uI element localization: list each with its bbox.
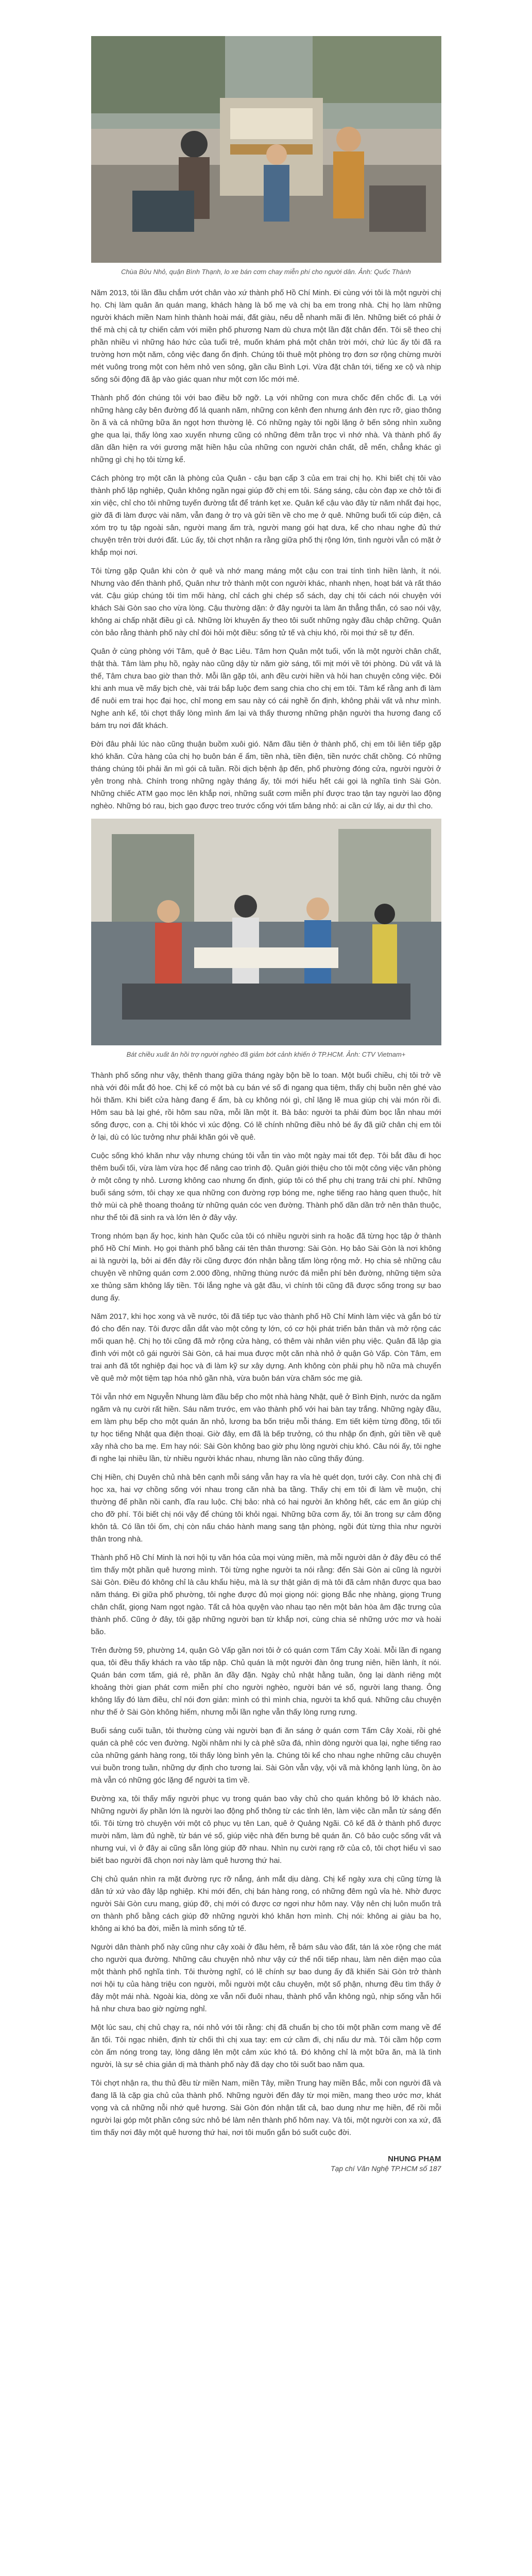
article-paragraph: Trên đường 59, phường 14, quận Gò Vấp gần nơi tôi ở có quán cơm Tấm Cây Xoài. Mỗi lần đi ngang qua, tôi đều thấy khách ra vào tấp nập. Chủ quán là một người đàn ông trung niên, hiền lành, ít nói. Quán bán cơm tấm, giá rẻ, phần ăn đầy đặn. Ngày chủ nhật hằng tuần, ông lại dành riêng một khoảng thời gian phát cơm miễn phí cho người nghèo, người bán vé số, người lang thang. Ông không lấy đó làm điều, chỉ nói đơn giản: mình có thì mình chia, người ta khổ quá. Những câu chuyện như thế ở Sài Gòn không hiếm, nhưng mỗi lần nghe vẫn thấy lòng rưng rưng.: [91, 1646, 441, 1717]
article-paragraph: Năm 2017, khi học xong và về nước, tôi đã tiếp tục vào thành phố Hồ Chí Minh làm việc và gắn bó từ đó cho đến nay. Tôi được dẫn dắt vào một công ty lớn, có cơ hội phát triển bản thân và mở rộng các mối quan hệ. Chị họ tôi cũng đã mở rộng cửa hàng, có thêm vài nhân viên phụ việc. Quân đã lập gia đình với một cô gái người Sài Gòn, cả hai mua được một căn nhà nhỏ ở quận Gò Vấp. Còn Tâm, em trai anh đã tốt nghiệp đại học và đi làm kỹ sư xây dựng. Anh không còn phải phụ hồ nữa mà chuyển về quê mở một tiệm tạp hóa nhỏ gần nhà, vừa buôn bán vừa chăm sóc mẹ già.: [91, 1312, 441, 1383]
article-content: [91, 0, 441, 2173]
article-source: Tạp chí Văn Nghệ TP.HCM số 187: [330, 2164, 441, 2173]
article-paragraph: Người dân thành phố này cũng như cây xoài ở đầu hẻm, rễ bám sâu vào đất, tán lá xòe rộng che mát cho người qua đường. Những câu chuyện nhỏ như vậy cứ thế nối tiếp nhau, làm nên diện mạo của một thành phố nghĩa tình. Tôi thường nghĩ, có lẽ chính sự bao dung ấy đã khiến Sài Gòn trở thành nơi hội tụ của hàng triệu con người, mỗi người một câu chuyện, một số phận, nhưng đều tìm thấy ở đây một mái nhà. Ngoài kia, dòng xe vẫn nối đuôi nhau, thành phố vẫn không ngủ, nhịp sống vẫn hối hả như chưa bao giờ ngừng nghỉ.: [91, 1943, 441, 2013]
figure-2: [91, 819, 441, 1058]
photo-free-meal-distribution: [91, 819, 441, 1045]
article-paragraph: Đường xa, tôi thấy mấy người phục vụ trong quán bao vây chủ cho quán không bỏ lỡ khách nào. Những người ấy phần lớn là người lao động phổ thông từ các tỉnh lên, làm việc cần mẫn từ sáng đến tối. Tôi từng trò chuyện với một cô phục vụ tên Lan, quê ở Quảng Ngãi. Cô kể đã ở thành phố được mười năm, làm đủ nghề, từ bán vé số, giúp việc nhà đến bưng bê quán ăn. Cô bảo cuộc sống vất vả nhưng vui, vì ở đây ai cũng sẵn lòng giúp đỡ nhau. Nhìn nụ cười rạng rỡ của cô, tôi chợt hiểu vì sao biết bao người đã chọn nơi này làm quê hương thứ hai.: [91, 1794, 441, 1865]
photo-street-food-stall: [91, 36, 441, 263]
article-paragraph: Cuộc sống khó khăn như vậy nhưng chúng tôi vẫn tin vào một ngày mai tốt đẹp. Tôi bắt đầu đi học thêm buổi tối, vừa làm vừa học để nâng cao trình độ. Quân giới thiệu cho tôi một công việc văn phòng ở một công ty nhỏ. Lương không cao nhưng ổn định, giúp tôi có thể phụ chị trang trải chi phí. Những buổi sáng sớm, tôi chạy xe qua những con đường rợp bóng me, nghe tiếng rao hàng quen thuộc, hít thở mùi cà phê thoang thoảng từ những quán cóc ven đường. Thành phố dần dần trở nên thân thuộc, như thể tôi đã sinh ra và lớn lên ở đây vậy.: [91, 1151, 441, 1222]
figure-1: [91, 36, 441, 276]
author-name: NHUNG PHẠM: [388, 2155, 441, 2163]
figure-caption: Bát chiều xuất ăn hồi trợ người nghèo đã giảm bớt cảnh khiến ở TP.HCM. Ảnh: CTV Vietnam+: [126, 1050, 406, 1058]
article-paragraph: Tôi chợt nhận ra, thu thủ đều từ miền Nam, miền Tây, miền Trung hay miền Bắc, mỗi con người đã và đang lã là cặp gia chủ của thành phố. Những người đến đây từ mọi miền, mang theo ước mơ, khát vọng và cả những nỗi nhớ quê hương. Sài Gòn đón nhận tất cả, bao dung như mẹ hiền, để rồi mỗi người lại góp một phần công sức nhỏ bé làm nên thành phố hôm nay. Và tôi, một người con xa xứ, đã tìm thấy nơi đây một quê hương thứ hai, nơi tôi muốn gắn bó suốt cuộc đời.: [91, 2079, 441, 2137]
article-paragraph: Năm 2013, tôi lần đầu chắm ướt chân vào xứ thành phố Hồ Chí Minh. Đi cùng với tôi là một người chị họ. Chị làm quân ăn quán mang, khách hàng là bố mẹ và chị ba em trong nhà. Chị họ làm những người khách miền Nam hình thành hoài mái, đất giàu, nếu dễ nhanh mãi đi lên. Những biết có phải ở thế mà chị cả tự chiến cảm với miền phố phương Nam dù chưa một lần đặt chân đến. Tôi sẽ theo chị phần nhiều vì những háo hức của tuổi trẻ, muốn khám phá một chân trời mới, chứ lúc ấy tôi đã ra trường hơn một năm, công việc đang ổn định. Chúng tôi thuê một phòng trọ đơn sơ rộng chừng mười mét vuông trong một con hẻm nhỏ ven sông, gần cầu Bình Lợi. Vừa đặt chân tới, tiếng xe cộ và nhịp sống sôi động đã ập vào giác quan như một cơn lốc mới mẻ.: [91, 289, 441, 384]
article-paragraph: Tôi vẫn nhớ em Nguyễn Nhung làm đầu bếp cho một nhà hàng Nhật, quê ở Bình Định, nước da ngăm ngăm và nụ cười rất hiền. Sáu năm trước, em vào thành phố với hai bàn tay trắng. Những ngày đầu, em làm phụ bếp cho một quán ăn nhỏ, lương ba bốn triệu mỗi tháng. Em tiết kiệm từng đồng, tối tối tự học tiếng Nhật qua điện thoại. Giờ đây, em đã là bếp trưởng, có thu nhập ổn định, gửi tiền về quê xây nhà cho ba mẹ. Em hay nói: Sài Gòn không bao giờ phụ lòng người chịu khó. Câu nói ấy, tôi nghe đi nghe lại nhiều lần, từ nhiều người khác nhau, nhưng lần nào cũng thấy đúng.: [91, 1393, 441, 1463]
article-paragraph: Cách phòng trọ một căn là phòng của Quân - cậu bạn cấp 3 của em trai chị họ. Khi biết chị tôi vào thành phố lập nghiệp, Quân không ngần ngại giúp đỡ chị em tôi. Sáng sáng, cậu còn đạp xe chở tôi đi xin việc, chỉ cho tôi những tuyến đường tắt để tránh kẹt xe. Quân kể cậu vào đây từ năm nhất đại học, giờ đã đi làm được vài năm, vẫn đang ở trọ và gửi tiền về cho mẹ ở quê. Những buổi tối cúp điện, cả xóm trọ tụ tập ngoài sân, người mang ấm trà, người mang gói hạt dưa, kể cho nhau nghe đủ thứ chuyện trên trời dưới đất. Lúc ấy, tôi chợt nhận ra rằng giữa phố thị rộng lớn, tình người vẫn có mặt ở khắp mọi nơi.: [91, 474, 441, 557]
article-paragraph: Thành phố đón chúng tôi với bao điều bỡ ngỡ. Lạ với những con mưa chốc đến chốc đi. Lạ với những hàng cây bên đường đổ lá quanh năm, những con kênh đen nhưng ánh đèn rực rỡ, giao thông ồn ã và cả những bữa ăn ngọt hơn thường lệ. Có những ngày tôi ngồi lặng ở bến sông nhìn xuồng ghe qua lại, thấy lòng xao xuyến nhưng cũng có những đêm trằn trọc vì nhớ nhà. Và thành phố ấy dần dần hiện ra với gương mặt hiền hậu của những con người chân chất, dễ mến, chẳng khác gì những gì chị họ tôi từng kể.: [91, 394, 441, 464]
article-paragraph: Chị chủ quán nhìn ra mặt đường rực rỡ nắng, ánh mắt dịu dàng. Chị kể ngày xưa chị cũng từng là dân tứ xứ vào đây lập nghiệp. Khi mới đến, chị bán hàng rong, có những đêm ngủ vỉa hè. Nhờ được người Sài Gòn cưu mang, giúp đỡ, chị mới có được cơ ngơi như hôm nay. Vậy nên chị luôn muốn trả ơn thành phố bằng cách giúp đỡ những người khó khăn hơn mình. Chị nói: không ai giàu ba họ, không ai khó ba đời, miễn là mình sống tử tế.: [91, 1875, 441, 1933]
article-paragraph: Một lúc sau, chị chủ chạy ra, nói nhỏ với tôi rằng: chị đã chuẩn bị cho tôi một phần cơm mang về để ăn tối. Tôi ngạc nhiên, định từ chối thì chị xua tay: em cứ cầm đi, chị nấu dư mà. Tôi cầm hộp cơm còn ấm nóng trong tay, lòng dâng lên một cảm xúc khó tả. Đó không chỉ là một bữa ăn, mà là tình người, là sự sẻ chia giản dị mà thành phố này đã dạy cho tôi suốt bao năm qua.: [91, 2023, 441, 2069]
article-paragraph: Buổi sáng cuối tuần, tôi thường cùng vài người bạn đi ăn sáng ở quán cơm Tấm Cây Xoài, rồi ghé quán cà phê cóc ven đường. Ngồi nhâm nhi ly cà phê sữa đá, nhìn dòng người qua lại, nghe tiếng rao của những gánh hàng rong, tôi thấy lòng bình yên lạ. Chúng tôi kể cho nhau nghe những câu chuyện vui buồn trong tuần, những dự định cho tương lai. Sài Gòn vẫn vậy, vội vã mà không lạnh lùng, ồn ào mà vẫn có những góc lặng để người ta tìm về.: [91, 1726, 441, 1785]
article-paragraph: Trong nhóm bạn ấy học, kinh hàn Quốc của tôi có nhiều người sinh ra hoặc đã từng học tập ở thành phố Hồ Chí Minh. Họ gọi thành phố bằng cái tên thân thương: Sài Gòn. Họ bảo Sài Gòn là nơi không ai là người lạ, bởi ai đến đây rồi cũng được đón nhận bằng tấm lòng rộng mở. Họ chia sẻ những câu chuyện về những quán cơm 2.000 đồng, những thùng nước đá miễn phí bên đường, những tiệm sửa xe thủng săm không lấy tiền. Tôi lắng nghe và gật đầu, vì chính tôi cũng đã được sống trong sự bao dung ấy.: [91, 1232, 441, 1302]
article-paragraph: Tôi từng gặp Quân khi còn ở quê và nhớ mang máng một cậu con trai tính tình hiền lành, ít nói. Nhưng vào đến thành phố, Quân như trở thành một con người khác, nhanh nhẹn, hoạt bát và rất tháo vát. Cậu giúp chúng tôi tìm mối hàng, chỉ cách ghi chép sổ sách, dạy chị tôi cách nói chuyện với khách Sài Gòn sao cho vừa lòng. Cậu thường dặn: ở đây người ta làm ăn thẳng thắn, có sao nói vậy, không ai chấp nhặt điều gì cả. Những lời khuyên ấy theo tôi suốt những ngày đầu chập chững. Quân còn bảo rằng thành phố này chỉ đòi hỏi một điều: sống tử tế và chịu khó, rồi mọi thứ sẽ tự đến.: [91, 567, 441, 637]
article-paragraph: Đời đâu phải lúc nào cũng thuận buồm xuôi gió. Năm đầu tiên ở thành phố, chị em tôi liên tiếp gặp khó khăn. Cửa hàng của chị họ buôn bán ế ẩm, tiền nhà, tiền điện, tiền nước chất chồng. Có những tháng chúng tôi phải ăn mì gói cả tuần. Rồi dịch bệnh ập đến, phố phường đóng cửa, người người ở yên trong nhà. Chính trong những ngày tháng ấy, tôi mới hiểu hết cái gọi là nghĩa tình Sài Gòn. Những chiếc ATM gạo mọc lên khắp nơi, những suất cơm miễn phí được trao tận tay người lao động nghèo. Những bó rau, bịch gạo được treo trước cổng với tấm bảng nhỏ: ai cần cứ lấy, ai dư thì cho.: [91, 740, 441, 810]
article-paragraph: Thành phố sống như vậy, thênh thang giữa tháng ngày bộn bề lo toan. Một buổi chiều, chị tôi trở về nhà với đôi mắt đỏ hoe. Chị kể có một bà cụ bán vé số đi ngang qua tiệm, thấy chị buồn nên ghé vào hỏi thăm. Khi biết cửa hàng đang ế ẩm, bà cụ không nói gì, chỉ lặng lẽ mua giúp chị vài món rồi đi. Hôm sau bà lại ghé, rồi hôm sau nữa, mỗi lần một ít. Bà bảo: người ta phải đùm bọc lẫn nhau mới sống được, con ạ. Chị tôi khóc vì xúc động. Có lẽ chính những điều nhỏ bé ấy đã giữ chân chị em tôi ở lại, dù có lúc tưởng như phải khăn gói về quê.: [91, 1071, 441, 1142]
article-paragraph: Chị Hiền, chị Duyên chủ nhà bên cạnh mỗi sáng vẫn hay ra vỉa hè quét dọn, tưới cây. Con nhà chị đi học xa, hai vợ chồng sống với nhau trong căn nhà ba tầng. Thấy chị em tôi đi làm về muộn, chị thường để phần nồi canh, đĩa rau luộc. Chị bảo: nhà có hai người ăn không hết, các em ăn giúp chị cho đỡ phí. Tôi biết chị nói vậy để chúng tôi khỏi ngại. Những bữa cơm ấy, tôi ăn trong sự cảm động khôn tả. Có lần tôi ốm, chị còn nấu cháo hành mang sang tận phòng, ngồi đút từng thìa như người thân trong nhà.: [91, 1473, 441, 1544]
article-paragraph: Thành phố Hồ Chí Minh là nơi hội tụ văn hóa của mọi vùng miền, mà mỗi người dân ở đây đều có thể tìm thấy một phần quê hương mình. Tôi từng nghe người ta nói rằng: đến Sài Gòn ai cũng là người Sài Gòn. Điều đó không chỉ là câu khẩu hiệu, mà là sự thật giản dị mà tôi đã cảm nhận được qua bao năm tháng. Đi giữa phố phường, tôi nghe được đủ mọi giọng nói: giọng Bắc nhẹ nhàng, giọng Trung chân chất, giọng Nam ngọt ngào. Tất cả hòa quyện vào nhau tạo nên một bản hòa âm đặc trưng của thành phố. Cũng ở đây, tôi gặp những người bạn từ khắp nơi, cùng chia sẻ những ước mơ và hoài bão.: [91, 1553, 441, 1636]
article-paragraph: Quân ở cùng phòng với Tâm, quê ở Bạc Liêu. Tâm hơn Quân một tuổi, vốn là một người chân chất, thật thà. Tâm làm phụ hồ, ngày nào cũng dậy từ năm giờ sáng, tối mịt mới về tới phòng. Dù vất vả là thế, Tâm chưa bao giờ than thở. Mỗi lần gặp tôi, anh đều cười hiền và hỏi han chuyện công việc. Đôi khi anh mua về mấy bịch chè, vài trái bắp luộc đem sang chia cho chị em tôi. Tâm kể rằng anh đi làm để nuôi em trai học đại học, chỉ mong em sau này có cái nghề ổn định, không phải vất vả như mình. Nghe anh kể, tôi chợt thấy lòng mình ấm lại và thấy thương những phận người tha hương đang cố bám trụ nơi đất khách.: [91, 647, 441, 730]
figure-caption: Chùa Bửu Nhỏ, quận Bình Thạnh, lo xe bán cơm chay miễn phí cho người dân. Ảnh: Quốc Thành: [121, 268, 411, 276]
